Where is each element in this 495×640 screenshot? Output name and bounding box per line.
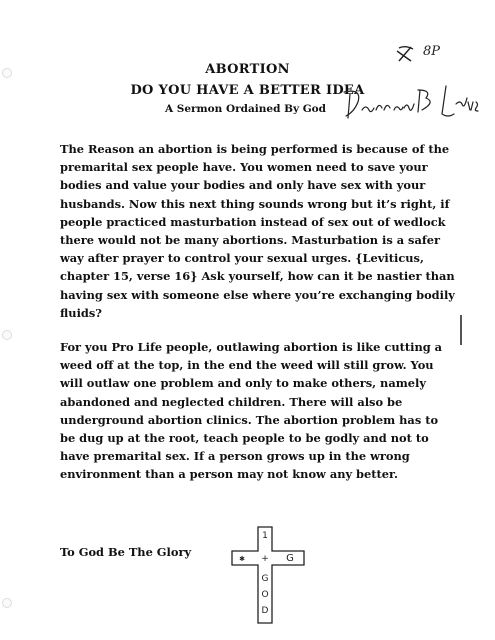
sermon-subtitle: A Sermon Ordained By God [164,103,327,115]
svg-text:G: G [286,553,294,564]
svg-text:G: G [261,574,269,584]
corner-note [395,39,455,63]
margin-mark [460,315,462,345]
body-paragraph-2: For you Pro Life people, outlawing abortion is like cutting a weed off at the top, in the end the weed will still grow. You will outlaw one problem and only to make others, namely abandoned and neglected children. There will also be underground abortion clinics. The abortion problem has to be dug up at the root, teach people to be godly and not to have premarital sex. If a person grows up in the wrong environment than a person may not know any better. [60,340,443,482]
svg-text:+: + [261,554,269,564]
svg-text:1: 1 [262,531,268,541]
title-line-1: ABORTION [205,62,290,77]
svg-text:D: D [261,606,269,616]
drawn-cross-icon [230,525,310,625]
handwritten-signature [336,82,486,124]
closing-line: To God Be The Glory [60,545,192,559]
svg-text:✱: ✱ [239,555,245,563]
punch-hole [2,330,12,340]
body-paragraph-1: The Reason an abortion is being performed is because of the premarital sex people have. You women need to save your bodies and value your bodies and only have sex with your husbands. Now this next thing sounds wrong but it’s right, if people practiced masturbation instead of sex out of wedlock there would not be many abortions. Masturbation is a safer way after prayer to control your sexual urges. {Leviticus, chapter 15, verse 16} Ask yourself, how can it be nastier than having sex with someone else where you’re exchanging bodily fluids? [60,142,455,320]
title-line-2: DO YOU HAVE A BETTER IDEA [130,83,365,98]
punch-hole [2,598,12,608]
corner-note-text: 8P [423,44,441,59]
svg-text:O: O [261,590,269,600]
